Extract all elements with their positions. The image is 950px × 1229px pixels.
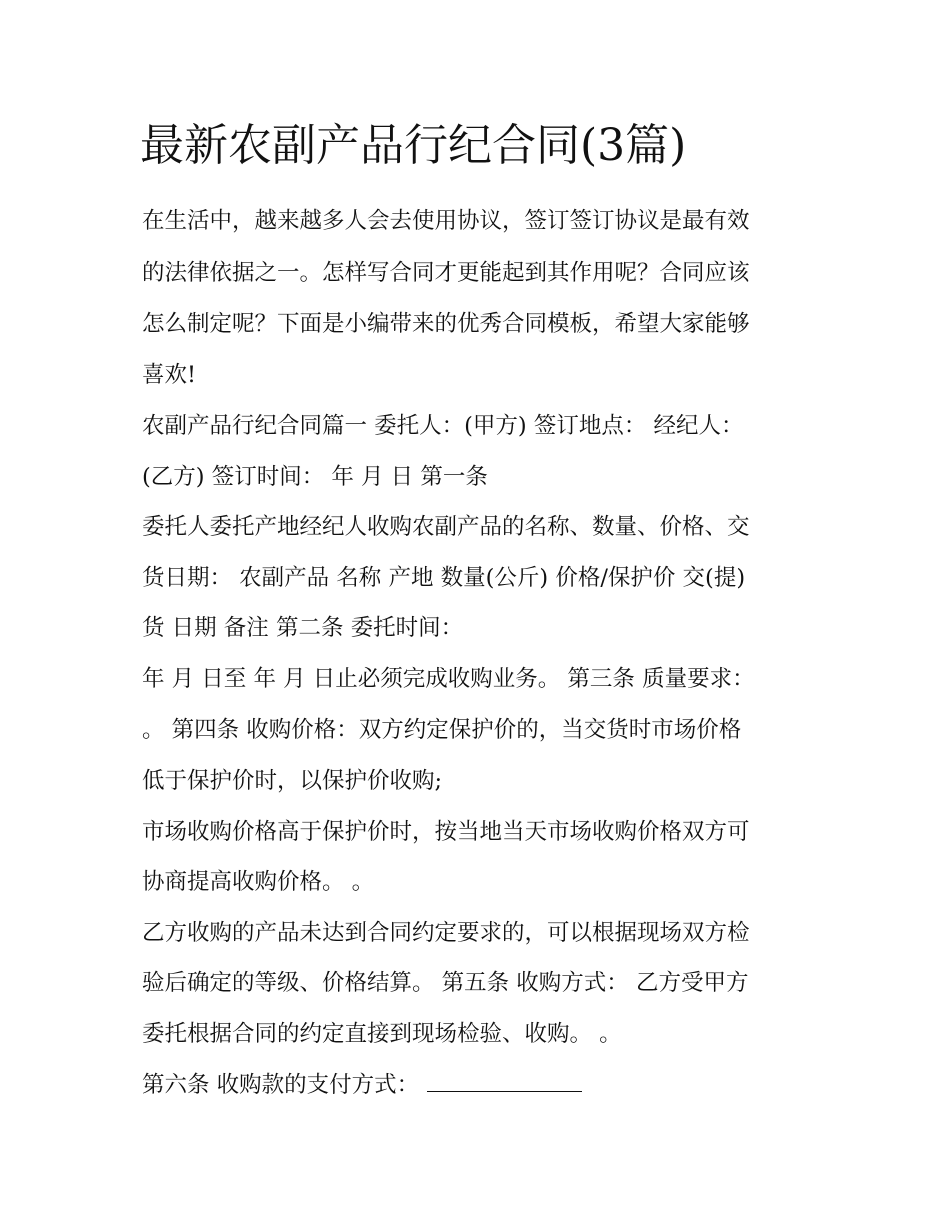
payment-label: 第六条 收购款的支付方式： — [142, 1072, 420, 1098]
body-line: 的法律依据之一。怎样写合同才更能起到其作用呢？合同应该 — [142, 260, 750, 286]
body-line: 市场收购价格高于保护价时，按当地当天市场收购价格双方可 — [142, 819, 750, 845]
body-line: 。 第四条 收购价格：双方约定保护价的，当交货时市场价格 — [142, 717, 742, 743]
body-line: 怎么制定呢？下面是小编带来的优秀合同模板，希望大家能够 — [142, 311, 750, 337]
payment-line — [142, 1070, 832, 1100]
document-title: 最新农副产品行纪合同(3篇) — [140, 120, 687, 171]
body-line: (乙方) 签订时间： 年 月 日 第一条 — [142, 464, 488, 490]
body-line: 喜欢! — [142, 362, 197, 388]
body-line: 低于保护价时，以保护价收购; — [142, 768, 443, 794]
body-line: 验后确定的等级、价格结算。 第五条 收购方式： 乙方受甲方 — [142, 970, 749, 996]
body-line: 在生活中，越来越多人会去使用协议，签订签订协议是最有效 — [142, 208, 750, 234]
body-line: 年 月 日至 年 月 日止必须完成收购业务。 第三条 质量要求： — [142, 666, 755, 692]
body-line: 委托根据合同的约定直接到现场检验、收购。 。 — [142, 1021, 622, 1047]
body-line: 货日期： 农副产品 名称 产地 数量(公斤) 价格/保护价 交(提) — [142, 565, 746, 591]
fill-in-blank — [427, 1071, 582, 1092]
body-line: 货 日期 备注 第二条 委托时间： — [142, 615, 464, 641]
body-line: 委托人委托产地经纪人收购农副产品的名称、数量、价格、交 — [142, 514, 750, 540]
body-line: 农副产品行纪合同篇一 委托人：(甲方) 签订地点： 经纪人： — [142, 413, 744, 439]
body-line: 协商提高收购价格。 。 — [142, 869, 375, 895]
body-line: 乙方收购的产品未达到合同约定要求的，可以根据现场双方检 — [142, 920, 750, 946]
